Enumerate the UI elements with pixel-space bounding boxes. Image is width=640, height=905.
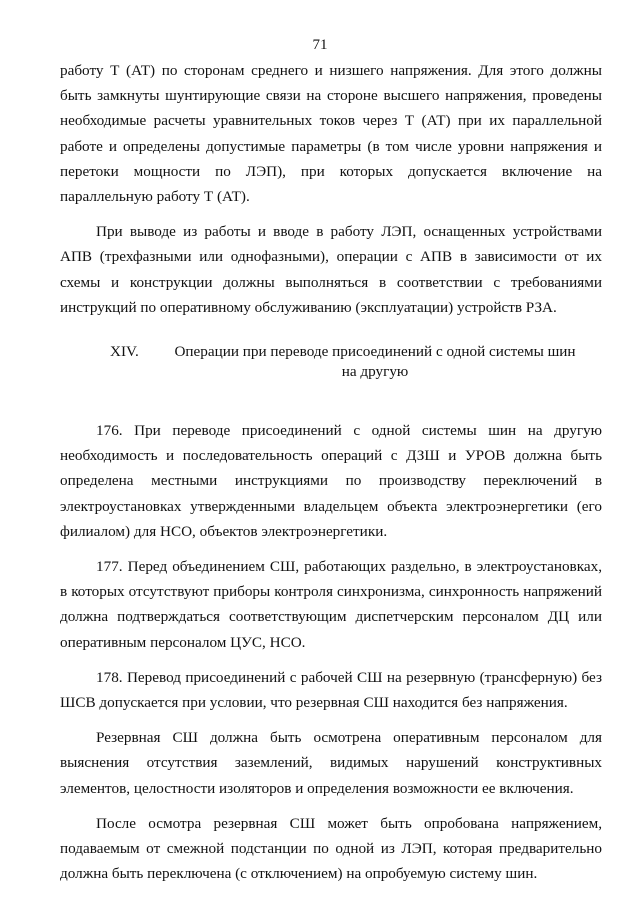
page-number: 71 <box>312 37 328 53</box>
section-heading <box>60 342 602 382</box>
section-number: XIV. <box>110 343 139 361</box>
paragraph-reserve-test: После осмотра резервная СШ может быть опробована напряжением, подаваемым от смежной подстанции по одной из ЛЭП, которая предварительно должна быть переключена (с отключением) на опробуемую систему шин. <box>60 814 602 883</box>
paragraph-176: 176. При переводе присоединений с одной системы шин на другую необходимость и последовательность операций с ДЗШ и УРОВ должна быть определена местными инструкциями по производству переключений в электроустановках утвержденными владельцем объекта электроэнергетики (его филиалом) для НСО, объектов электроэнергетики. <box>60 422 602 540</box>
paragraph-177: 177. Перед объединением СШ, работающих раздельно, в электроустановках, в которых отсутствуют приборы контроля синхронизма, синхронность напряжений должна подтверждаться соответствующим диспетчерским персоналом ДЦ или оперативным персоналом ЦУС, НСО. <box>60 558 602 651</box>
section-title: Операции при переводе присоединений с одной системы шин на другую <box>174 343 576 381</box>
paragraph-reserve-inspection: Резервная СШ должна быть осмотрена оперативным персоналом для выяснения отсутствия заземлений, видимых нарушений конструктивных элементов, целостности изоляторов и определения возможности ее включения. <box>60 729 602 797</box>
document-body <box>60 58 602 896</box>
paragraph-continuation: работу Т (АТ) по сторонам среднего и низшего напряжения. Для этого должны быть замкнуты шунтирующие связи на стороне высшего напряжения, проведены необходимые расчеты уравнительных токов через Т (АТ) при их параллельной работе и определены допустимые параметры (в том числе уровни напряжения и перетоки мощности по ЛЭП), при которых допускается включение на параллельную работу Т (АТ). <box>60 62 602 206</box>
paragraph-178: 178. Перевод присоединений с рабочей СШ на резервную (трансферную) без ШСВ допускается при условии, что резервная СШ находится без напряжения. <box>60 668 602 712</box>
paragraph-apv: При выводе из работы и вводе в работу ЛЭП, оснащенных устройствами АПВ (трехфазными или однофазными), операции с АПВ в зависимости от их схемы и конструкции должны выполняться в соответствии с требованиями инструкций по оперативному обслуживанию (эксплуатации) устройств РЗА. <box>60 223 602 316</box>
